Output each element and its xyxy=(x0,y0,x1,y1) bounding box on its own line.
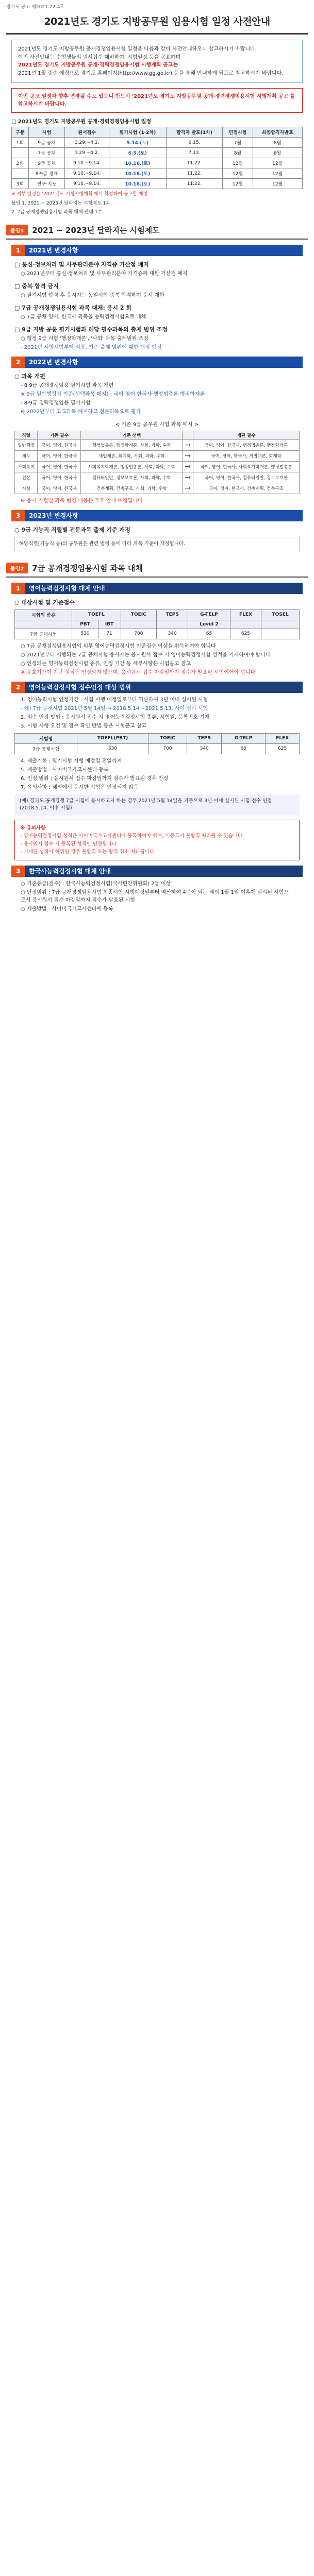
table-cell: 10.16.(토) xyxy=(109,158,166,168)
sub-heading-2023 xyxy=(11,510,303,521)
section-2-divider xyxy=(6,577,308,578)
change-box: 해당직렬(기능직 등)의 공무원은 관련 법령 등에 따라 과목 기준이 개정됩니다. xyxy=(14,537,300,551)
table-row xyxy=(12,138,303,148)
table-cell: 3회 xyxy=(12,179,29,189)
comparison-caption: < 기존 9급 공무원 시험 과목 예시 > xyxy=(115,421,199,428)
change-item: ○ 9급 기능직 직렬별 전문과목 출제 기준 개정 xyxy=(14,526,130,533)
table-cell: 9급 공채 xyxy=(28,138,65,148)
sub-heading-label: 한국사능력검정시험 대체 안내 xyxy=(29,868,111,875)
score-subheader xyxy=(230,620,261,629)
table-cell: 국어, 영어, 한국사, 사회복지학개론, 행정법총론 xyxy=(193,461,300,472)
score-header: G-TELP xyxy=(188,609,230,620)
table-cell xyxy=(12,168,29,179)
change-line: ※ 2022년부터 고교과목 폐지하고 전문과목으로 평가 xyxy=(21,409,141,415)
change-line: - 2021년 시행시험부터 적용, 기존 출제 범위에 대한 개정 예정 xyxy=(21,344,162,350)
change-line: ○ 기준등급(점수) : 한국사능력검정시험(국사편찬위원회) 2급 이상 xyxy=(21,880,171,887)
schedule-table xyxy=(11,127,303,189)
table-cell: 8·9급 경채 xyxy=(28,168,65,179)
intro-paragraph-4: 2021년 1월 중순 예정으로 경기도 홈페이지(http://www.gg.go.kr) 등을 통해 안내하게 되므로 참고하시기 바랍니다. xyxy=(18,70,284,76)
section-2-title: 7급 공개경쟁임용시험 과목 대체 xyxy=(32,563,143,573)
score-subheader xyxy=(15,620,72,629)
change-line: 2. 점수 인정 방법 : 응시원서 접수 시 영어능력검정시험 종류, 시험일, 등록번호 기재 xyxy=(21,714,210,720)
score-subheader: IBT xyxy=(98,620,121,629)
comparison-header xyxy=(183,431,193,439)
sub-heading-label: 영어능력검정시험 점수인정 대상 범위 xyxy=(29,684,131,691)
change-line: - 8·9급 공개경쟁임용 필기시험 과목 개편 xyxy=(21,382,114,388)
attachment-note-2: 2. 7급 공개경쟁임용시험 과목 대체 안내 1부. xyxy=(11,210,104,215)
intro-paragraph-1: 2021년도 경기도 지방공무원 공개경쟁임용시험 일정을 다음과 같이 사전안내하오니 참고하시기 바랍니다. xyxy=(18,46,257,52)
table-cell: 340 xyxy=(157,629,188,639)
sub-heading-2021 xyxy=(11,245,303,256)
change-line: 5. 제출방법 : 사이버국가고시센터 등록 xyxy=(21,767,109,773)
sub-heading-number: 1 xyxy=(11,245,25,256)
change-line: - 예) 7급 공채시험 2021년 5월 14일 → 2018.5.14.~2021.5.13. 사이 실시 시험 xyxy=(21,705,208,711)
title-divider xyxy=(6,33,308,35)
table-cell: 12월 xyxy=(223,179,253,189)
table-cell: 국어, 영어, 한국사 xyxy=(38,472,81,483)
caution-line: - 응시원서 접수 시 등록된 성적만 인정됩니다 xyxy=(20,841,117,847)
table-row xyxy=(15,439,300,450)
schedule-header: 합격자 발표(1차) xyxy=(166,127,223,138)
table-cell: 8월 xyxy=(223,148,253,158)
score-range-table xyxy=(14,733,300,754)
table-row xyxy=(15,450,300,461)
change-line: ○ 인정범위 : 7급 공개경쟁임용시험 최종시험 시행예정일부터 역산하여 4년이 되는 해의 1월 1일 이후에 실시된 시험으로서 응시원서 접수 마감일까지 점수가 발표된 시험 xyxy=(21,889,289,903)
table-cell: 530 xyxy=(77,743,148,754)
change-line: ※ 유효기간이 지난 성적은 인정되지 않으며, 응시원서 접수 마감일까지 점수가 발표된 시험이어야 합니다 xyxy=(21,669,256,675)
comparison-header: 기존 선택 xyxy=(81,431,183,439)
sub-heading-number: 1 xyxy=(11,583,25,594)
arrow-right-icon: → xyxy=(183,472,193,483)
table-cell: 국어, 영어, 한국사, 건축계획, 건축구조 xyxy=(193,483,300,494)
score-header: TOEIC xyxy=(148,733,187,743)
change-item: □ 9급 지방 공통 필기시험과 해당 필수과목의 출제 범위 조정 xyxy=(14,326,168,333)
change-line: ○ 행정 9급 시험 '행정학개론', '사회' 과목 출제범위 조정 xyxy=(21,335,148,342)
change-item: ○ 대상시험 및 기준점수 xyxy=(14,599,75,606)
table-cell: 6.5.(토) xyxy=(109,148,166,158)
table-cell: 국어, 영어, 한국사, 행정법총론, 행정학개론 xyxy=(193,439,300,450)
score-header: TEPS xyxy=(187,733,222,743)
table-cell: 사회복지학개론, 행정법총론, 사회, 과학, 수학 xyxy=(81,461,183,472)
table-row xyxy=(15,743,300,754)
score-subheader xyxy=(261,620,300,629)
arrow-right-icon: → xyxy=(183,461,193,472)
change-line: 7. 유의사항 : 해외에서 응시한 시험은 인정되지 않음 xyxy=(21,784,139,790)
table-cell: 12월 xyxy=(223,168,253,179)
page-title: 2021년도 경기도 지방공무원 임용시험 일정 사전안내 xyxy=(44,16,270,27)
change-line: ○ 2021년부터 시행되는 7급 공채시험 응시자는 응시원서 접수 시 영어능력검정시험 성적을 기재하여야 합니다 xyxy=(21,652,271,658)
table-cell: 컴퓨터일반, 정보보호론, 사회, 과학, 수학 xyxy=(81,472,183,483)
table-cell: 9.10.~9.14. xyxy=(65,158,109,168)
sub-heading-korean-history xyxy=(11,866,303,877)
table-cell: 국어, 영어, 한국사 xyxy=(38,483,81,494)
table-cell: 340 xyxy=(187,743,222,754)
table-row xyxy=(15,483,300,494)
table-cell: 3.29.~4.2. xyxy=(65,148,109,158)
table-row xyxy=(12,179,303,189)
table-cell: 세무 xyxy=(15,450,38,461)
table-cell: 2회 xyxy=(12,158,29,168)
table-cell: 530 xyxy=(72,629,98,639)
table-cell: 12월 xyxy=(223,158,253,168)
comparison-header: 개편 필수 xyxy=(193,431,300,439)
table-cell: 6.15. xyxy=(166,138,223,148)
table-cell: 12월 xyxy=(253,158,302,168)
change-line: ○ 인정되는 영어능력검정시험 종류, 인정 기간 등 세부사항은 시험공고 참고 xyxy=(21,660,191,667)
english-score-table xyxy=(14,609,300,639)
sub-heading-number: 2 xyxy=(11,682,25,693)
score-header: TOEFL xyxy=(72,609,121,620)
table-cell: 1회 xyxy=(12,138,29,148)
example-box: (예) 경기도 공개경쟁 7급 시험에 응시하고자 하는 경우 2021년 5월 14일을 기준으로 3년 이내 실시된 시험 점수 인정 (2018.5.14. 이후 시험) xyxy=(14,794,300,816)
section-2-banner xyxy=(6,563,308,573)
sub-heading-label: 2022년 변경사항 xyxy=(29,359,78,366)
score-header: 시험의 종류 xyxy=(15,609,72,620)
table-cell: 11.22. xyxy=(166,179,223,189)
table-row xyxy=(12,158,303,168)
table-cell: 65 xyxy=(222,743,266,754)
table-cell: 10.16.(토) xyxy=(109,179,166,189)
table-cell: 700 xyxy=(148,743,187,754)
table-cell: 8월 xyxy=(253,148,302,158)
table-cell: 사회복지 xyxy=(15,461,38,472)
schedule-note: ※ 세부 일정은 '2021년도 시험시행계획'에서 확정하여 공고할 예정 xyxy=(11,192,148,197)
schedule-header: 원서접수 xyxy=(65,127,109,138)
arrow-right-icon: → xyxy=(183,450,193,461)
table-row xyxy=(12,168,303,179)
table-row xyxy=(15,461,300,472)
table-cell: 일반행정 xyxy=(15,439,38,450)
schedule-header: 면접시험 xyxy=(223,127,253,138)
change-line: - 8·9급 경력경쟁임용 필기시험 xyxy=(21,400,91,406)
change-line: ○ 7급 공채 영어, 한국사 과목을 능력검정시험으로 대체 xyxy=(21,314,146,320)
score-header: FLEX xyxy=(266,733,300,743)
table-cell: 10.16.(토) xyxy=(109,168,166,179)
table-cell: 71 xyxy=(98,629,121,639)
table-cell: 65 xyxy=(188,629,230,639)
change-line: ※ 9급 일반행정직 기준(선택과목 폐지) : 국어·영어·한국사·행정법총론·행정학개론 xyxy=(21,391,205,397)
table-cell: 연구·지도 xyxy=(28,179,65,189)
section-1-banner xyxy=(6,225,308,235)
table-cell: 국어, 영어, 한국사 xyxy=(38,439,81,450)
table-cell: 국어, 영어, 한국사, 세법개론, 회계학 xyxy=(193,450,300,461)
table-row xyxy=(15,629,300,639)
intro-paragraph-2: 이번 사전안내는 수험생들의 원서접수 대비하여, 시험일정 등을 공표하며 xyxy=(18,54,181,60)
score-subheader: PBT xyxy=(72,620,98,629)
sub-heading-number: 2 xyxy=(11,357,25,368)
change-line: 1. 영어능력시험 인정기간 : 시험 시행 예정일로부터 역산하여 3년 이내 실시된 시험 xyxy=(21,697,208,703)
change-line: ○ 필기시험 합격 후 응시자는 동일시험 중복 합격하여 응시 제한 xyxy=(21,292,164,298)
attachment-note-1: 붙임 1. 2021 ~ 2023년 달라지는 시험제도 1부. xyxy=(11,200,112,206)
table-cell: 8월 xyxy=(253,138,302,148)
sub-heading-english xyxy=(11,583,303,594)
section-2-tag: 붙임2 xyxy=(6,563,28,573)
change-line: ○ 제출방법 : 사이버국가고시센터에 등록 xyxy=(21,906,113,912)
arrow-right-icon: → xyxy=(183,439,193,450)
change-item: □ 중복 합격 금지 xyxy=(14,282,59,290)
score-subheader: Level 2 xyxy=(188,620,230,629)
caution-title: ※ 유의사항 xyxy=(20,825,46,832)
subject-comparison-table xyxy=(14,431,300,494)
change-item: □ 7급 공개경쟁임용시험 과목 대체: 응시 2 회 xyxy=(14,304,131,311)
change-line: 4. 제출기한 : 필기시험 시행 예정일 전일까지 xyxy=(21,758,122,764)
arrow-right-icon: → xyxy=(183,483,193,494)
change-item: □ 통신·정보처리 및 사무관리분야 자격증 가산점 폐지 xyxy=(14,261,149,268)
table-cell: 국어, 영어, 한국사 xyxy=(38,450,81,461)
sub-heading-number: 3 xyxy=(11,866,25,877)
schedule-caption: □ 2021년도 경기도 지방공무원 공개·경력경쟁임용시험 일정 xyxy=(11,119,152,125)
score-subheader xyxy=(121,620,157,629)
table-row xyxy=(15,472,300,483)
score-header: TOEIC xyxy=(121,609,157,620)
table-cell xyxy=(261,629,300,639)
change-line: 6. 인정 범위 : 응시원서 접수 마감일까지 점수가 발표된 경우 인정 xyxy=(21,775,169,782)
table-cell: 5.14.(토) xyxy=(109,138,166,148)
schedule-header: 최종합격자발표 xyxy=(253,127,302,138)
schedule-header: 구분 xyxy=(12,127,29,138)
change-line: ○ 7급 공개경쟁임용시험의 외부 영어능력검정시험 기준점수 이상을 취득하여야 합니다 xyxy=(21,643,216,649)
sub-heading-label: 2023년 변경사항 xyxy=(29,512,78,519)
table-cell: 국어, 영어, 한국사, 컴퓨터일반, 정보보호론 xyxy=(193,472,300,483)
table-cell: 시설 xyxy=(15,483,38,494)
change-line: ※ 응시 직렬별 과목 변경 내용은 추후 안내 예정입니다 xyxy=(21,498,143,504)
score-header: FLEX xyxy=(230,609,261,620)
sub-heading-number: 3 xyxy=(11,510,25,521)
section-1-title: 2021 ~ 2023년 달라지는 시험제도 xyxy=(32,225,160,235)
notice-red-box: 이번 공고 일정과 향후 변경될 수도 있으니 반드시 '2021년도 경기도 지방공무원 공개·경력경쟁임용시험 시행계획 공고'를 참고하시기 바랍니다. xyxy=(11,88,303,113)
table-cell: 9.10.~9.14. xyxy=(65,168,109,179)
schedule-header: 시험 xyxy=(28,127,65,138)
table-cell: 12월 xyxy=(253,179,302,189)
table-cell: 3.29.~4.2. xyxy=(65,138,109,148)
score-header: TOSEL xyxy=(261,609,300,620)
change-line: ○ 2021년부터 통신·정보처리 및 사무관리분야 자격증에 대한 가산점 폐지 xyxy=(21,270,188,277)
table-cell: 세법개론, 회계학, 사회, 과학, 수학 xyxy=(81,450,183,461)
score-header: G-TELP xyxy=(222,733,266,743)
table-cell: 7월 xyxy=(223,138,253,148)
score-subheader xyxy=(157,620,188,629)
change-item: ○ 과목 개편 xyxy=(14,372,45,380)
table-cell: 전산 xyxy=(15,472,38,483)
table-cell xyxy=(12,148,29,158)
table-cell: 7급 공채시험 xyxy=(15,629,72,639)
table-cell: 625 xyxy=(266,743,300,754)
table-cell: 625 xyxy=(230,629,261,639)
table-cell: 7.13. xyxy=(166,148,223,158)
table-cell: 7급 공채시험 xyxy=(15,743,77,754)
sub-heading-score-range xyxy=(11,682,303,693)
table-cell: 11.22. xyxy=(166,158,223,168)
table-row xyxy=(12,148,303,158)
table-cell: 9.10.~9.14. xyxy=(65,179,109,189)
table-cell: 9급 공채 xyxy=(28,158,65,168)
sub-heading-label: 2021년 변경사항 xyxy=(29,247,78,254)
comparison-header: 직렬 xyxy=(15,431,38,439)
comparison-header: 기존 필수 xyxy=(38,431,81,439)
table-cell: 국어, 영어, 한국사 xyxy=(38,461,81,472)
score-header: 시험명 xyxy=(15,733,77,743)
score-header: TEPS xyxy=(157,609,188,620)
table-cell: 7급 공채 xyxy=(28,148,65,158)
table-cell: 행정법총론, 행정학개론, 사회, 과학, 수학 xyxy=(81,439,183,450)
score-header: TOEFL(PBT) xyxy=(77,733,148,743)
change-line: 3. 시험 시행 요건 및 점수 확인 방법 등은 시험공고 참고 xyxy=(21,723,147,729)
table-cell: 12월 xyxy=(253,168,302,179)
caution-panel xyxy=(14,820,300,860)
section-1-tag: 붙임1 xyxy=(6,225,28,235)
section-1-divider xyxy=(6,239,308,240)
sub-heading-2022 xyxy=(11,357,303,368)
table-cell: 11.22. xyxy=(166,168,223,179)
caution-line: - 영어능력검정시험 성적은 사이버국가고시센터에 등록하여야 하며, 미등록시 불합격 처리될 수 있습니다 xyxy=(20,833,243,839)
intro-paragraph-3: 2021년도 경기도 지방공무원 공개·경력경쟁임용시험 시행계획 공고는 xyxy=(18,62,178,68)
table-cell: 700 xyxy=(121,629,157,639)
intro-box xyxy=(11,40,303,83)
table-cell: 건축계획, 건축구조, 사회, 과학, 수학 xyxy=(81,483,183,494)
schedule-header: 필기시험 (1·2차) xyxy=(109,127,166,138)
announcement-number: 경기도 공고 제2021-22-4호 xyxy=(6,5,65,10)
sub-heading-label: 영어능력검정시험 대체 안내 xyxy=(29,585,105,592)
caution-line: - 기재된 성적이 허위인 경우 불합격 또는 합격 취소 처리됩니다 xyxy=(20,849,155,855)
